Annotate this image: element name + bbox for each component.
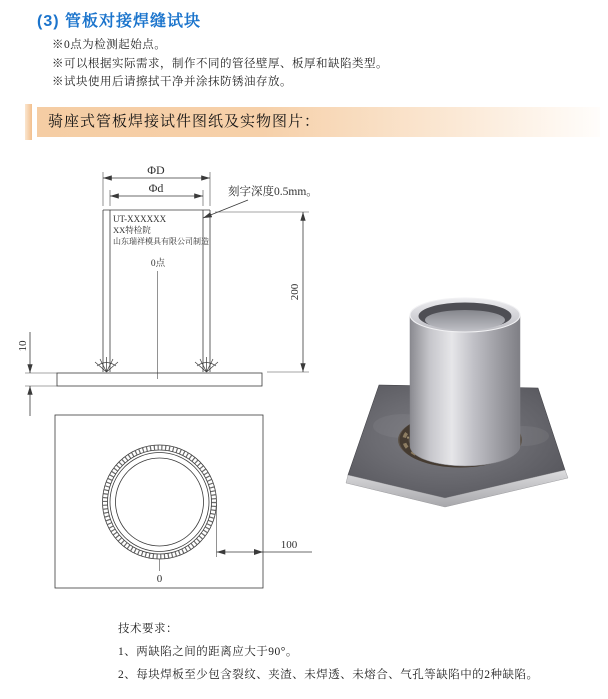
photo-cylinder-body (410, 315, 520, 466)
engraved-label-line3: 山东瑞祥模具有限公司制造 (113, 237, 209, 246)
tech-requirements-title: 技术要求： (118, 623, 178, 635)
weld-ring-inner (108, 450, 212, 554)
plan-zero-label: 0 (156, 573, 163, 585)
specimen-photo (333, 266, 603, 520)
engraving-depth-note: 刻字深度0.5mm。 (228, 186, 318, 198)
weld-symbol-left (95, 357, 118, 372)
technical-drawing (15, 160, 320, 600)
zero-point-label: 0点 (150, 259, 166, 269)
dim-label-edge-distance: 100 (280, 539, 298, 551)
weld-ring-hatch (105, 448, 214, 557)
tech-requirement-item: 1、两缺陷之间的距离应大于90°。 (118, 646, 298, 658)
engraved-label-line1: UT-XXXXXX (113, 214, 167, 224)
note-line: ※0点为检测起始点。 (52, 39, 167, 51)
dim-arrow (254, 549, 263, 555)
notes-list (52, 36, 388, 92)
dim-label-inner-diameter: Φd (148, 181, 164, 195)
banner-accent-bar (25, 104, 32, 140)
dim-label-plate-thickness: 10 (17, 340, 29, 352)
photo-cylinder-inner-floor (425, 310, 505, 330)
page-title: (3) 管板对接焊缝试块 (37, 13, 202, 30)
section-banner-title: 骑座式管板焊接试件图纸及实物图片： (48, 114, 321, 130)
tech-requirement-item: 2、每块焊板至少包含裂纹、夹渣、未焊透、未熔合、气孔等缺陷中的2种缺陷。 (118, 669, 539, 681)
technical-requirements (118, 618, 588, 687)
weld-symbol-right (195, 357, 218, 372)
dim-label-outer-diameter: ΦD (147, 163, 165, 177)
section-banner (37, 107, 600, 137)
tube-outer-circle (110, 453, 209, 552)
note-line: ※试块使用后请擦拭干净并涂抹防锈油存放。 (52, 76, 292, 88)
note-line: ※可以根据实际需求，制作不同的管径壁厚、板厚和缺陷类型。 (52, 57, 388, 70)
tube-inner-circle (116, 458, 204, 546)
engraved-label-line2: XX特检院 (113, 225, 151, 235)
base-plate-section (57, 373, 262, 386)
base-plate-plan (55, 415, 263, 588)
dim-label-tube-height: 200 (289, 283, 301, 301)
